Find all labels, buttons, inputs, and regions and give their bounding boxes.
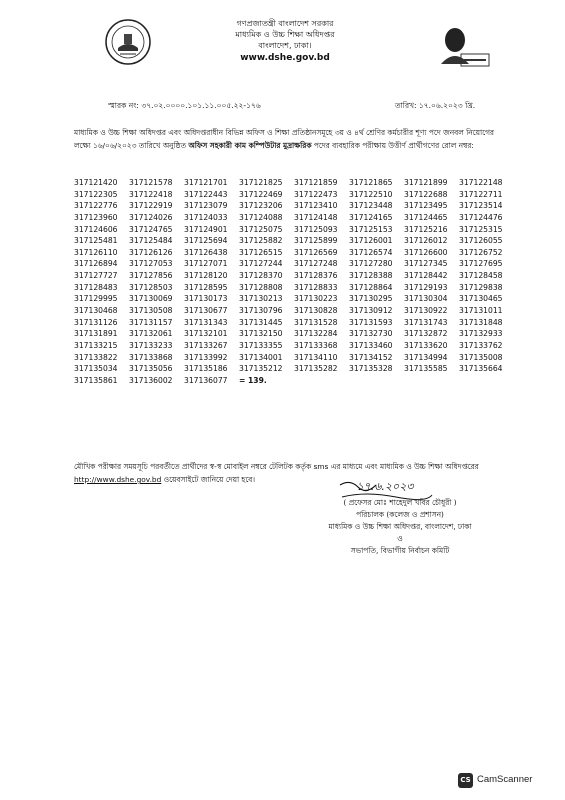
roll-row bbox=[74, 258, 514, 270]
header-gov-title: গণপ্রজাতন্ত্রী বাংলাদেশ সরকার bbox=[236, 19, 334, 28]
roll-number: 317131848 bbox=[459, 317, 503, 327]
roll-number: 317133868 bbox=[129, 352, 173, 362]
roll-number: 317126438 bbox=[184, 247, 228, 257]
roll-number: 317135861 bbox=[74, 375, 118, 385]
roll-number: 317127345 bbox=[404, 259, 448, 269]
camscanner-label: CamScanner bbox=[477, 774, 533, 785]
roll-number: 317132061 bbox=[129, 329, 173, 339]
signatory-name: ( প্রফেসর মোঃ শাহেদুল খবির চৌধুরী ) bbox=[343, 498, 457, 507]
roll-number: 317125315 bbox=[459, 224, 503, 234]
roll-number: 317123410 bbox=[294, 201, 338, 211]
memo-number: স্মারক নং: ৩৭.০২.০০০০.১০১.১১.০০৫.২২-১৭৬ bbox=[108, 101, 261, 110]
roll-number: 317128503 bbox=[129, 282, 173, 292]
roll-number: 317122688 bbox=[404, 189, 448, 199]
intro-text-1: মাধ্যমিক ও উচ্চ শিক্ষা অধিদপ্তর এবং অধিদপ্তরাধীন বিভিন্ন অফিস ও শিক্ষা প্রতিষ্ঠানসমূহে ৩য় ও ৪র্থ শ্রেণির কর্মচারীর শূণ্য পদে জনবল নিয়োগের লক্ষ্যে ১৬/০৬/২০২৩ তারিখে অনুষ্ঠিত bbox=[74, 128, 494, 150]
roll-number: 317133355 bbox=[239, 340, 283, 350]
roll-number: 317130912 bbox=[349, 306, 393, 316]
roll-number: 317122776 bbox=[74, 201, 118, 211]
roll-number: 317121420 bbox=[74, 178, 118, 187]
roll-number: 317131126 bbox=[74, 317, 118, 327]
roll-number: 317131445 bbox=[239, 317, 283, 327]
roll-number: 317123079 bbox=[184, 201, 228, 211]
roll-number: 317131528 bbox=[294, 317, 338, 327]
roll-number: 317131593 bbox=[349, 317, 393, 327]
roll-number: 317130468 bbox=[74, 306, 118, 316]
roll-number: 317122469 bbox=[239, 189, 283, 199]
roll-row bbox=[74, 282, 514, 294]
signatory-committee: সভাপতি, বিভাগীয় নির্বাচন কমিটি bbox=[350, 546, 450, 555]
roll-number: 317133233 bbox=[129, 340, 173, 350]
roll-number: 317135328 bbox=[349, 364, 393, 374]
roll-number: 317126001 bbox=[349, 236, 393, 246]
roll-number: 317126600 bbox=[404, 247, 448, 257]
roll-number: 317124088 bbox=[239, 212, 283, 222]
roll-row bbox=[74, 247, 514, 259]
roll-number: 317128388 bbox=[349, 271, 393, 281]
roll-number: 317127244 bbox=[239, 259, 283, 269]
roll-row bbox=[74, 224, 514, 236]
roll-number: 317126569 bbox=[294, 247, 338, 257]
roll-number: 317131011 bbox=[459, 306, 503, 316]
signatory-title: পরিচালক (কলেজ ও প্রশাসন) bbox=[356, 510, 444, 519]
roll-number: 317123206 bbox=[239, 201, 283, 211]
roll-number: 317133822 bbox=[74, 352, 118, 362]
roll-number: 317133992 bbox=[184, 352, 228, 362]
roll-row bbox=[74, 375, 514, 387]
roll-number: 317133215 bbox=[74, 340, 118, 350]
roll-number: 317122510 bbox=[349, 189, 393, 199]
header-department: মাধ্যমিক ও উচ্চ শিক্ষা অধিদপ্তর bbox=[235, 30, 335, 39]
roll-number: 317135282 bbox=[294, 364, 338, 374]
roll-number: 317126894 bbox=[74, 259, 118, 269]
roll-number: 317134001 bbox=[239, 352, 283, 362]
roll-number: 317128483 bbox=[74, 282, 118, 292]
roll-number: 317125899 bbox=[294, 236, 338, 246]
roll-number: 317127856 bbox=[129, 271, 173, 281]
roll-number: 317129838 bbox=[459, 282, 503, 292]
roll-number: 317125093 bbox=[294, 224, 338, 234]
roll-number: 317125481 bbox=[74, 236, 118, 246]
roll-number: 317122919 bbox=[129, 201, 173, 211]
roll-number: 317132101 bbox=[184, 329, 228, 339]
roll-number: 317122711 bbox=[459, 189, 503, 199]
roll-number: 317126126 bbox=[129, 247, 173, 257]
roll-number: 317121578 bbox=[129, 178, 173, 187]
roll-number-table bbox=[74, 177, 514, 387]
header-website: www.dshe.gov.bd bbox=[240, 53, 330, 63]
roll-number: 317133460 bbox=[349, 340, 393, 350]
roll-number: 317130213 bbox=[239, 294, 283, 304]
roll-number: 317123495 bbox=[404, 201, 448, 211]
signatory-and: ও bbox=[397, 534, 403, 543]
intro-text-2: পদের ব্যবহারিক পরীক্ষায় উত্তীর্ণ প্রার্থীগণের রোল নম্বর: bbox=[311, 141, 474, 150]
roll-number: 317136002 bbox=[129, 375, 173, 385]
roll-number: 317126574 bbox=[349, 247, 393, 257]
camscanner-icon: CS bbox=[458, 773, 473, 788]
signatory-organization: মাধ্যমিক ও উচ্চ শিক্ষা অধিদপ্তর, বাংলাদেশ, ঢাকা bbox=[328, 522, 472, 531]
mujib-centenary-logo bbox=[433, 20, 491, 76]
roll-number: 317128808 bbox=[239, 282, 283, 292]
roll-row bbox=[74, 235, 514, 247]
roll-row bbox=[74, 200, 514, 212]
roll-number: 317132730 bbox=[349, 329, 393, 339]
roll-number: 317128458 bbox=[459, 271, 503, 281]
roll-number: 317133267 bbox=[184, 340, 228, 350]
roll-row bbox=[74, 363, 514, 375]
roll-number: 317122418 bbox=[129, 189, 173, 199]
roll-number: 317135664 bbox=[459, 364, 503, 374]
roll-number: 317125484 bbox=[129, 236, 173, 246]
roll-number: 317124606 bbox=[74, 224, 118, 234]
roll-number: 317127727 bbox=[74, 271, 118, 281]
roll-number: 317131157 bbox=[129, 317, 173, 327]
roll-row bbox=[74, 177, 514, 189]
roll-number: 317130796 bbox=[239, 306, 283, 316]
dshe-seal-logo bbox=[104, 18, 152, 66]
roll-number: 317126110 bbox=[74, 247, 118, 257]
roll-number: 317130677 bbox=[184, 306, 228, 316]
roll-number: 317128376 bbox=[294, 271, 338, 281]
roll-number: 317122473 bbox=[294, 189, 338, 199]
roll-number: 317124033 bbox=[184, 212, 228, 222]
total-count: = 139. bbox=[239, 375, 267, 385]
roll-number: 317126055 bbox=[459, 236, 503, 246]
dshe-website-link[interactable]: http://www.dshe.gov.bd bbox=[74, 475, 162, 484]
roll-number: 317121865 bbox=[349, 178, 393, 187]
roll-number: 317123448 bbox=[349, 201, 393, 211]
roll-number: 317128864 bbox=[349, 282, 393, 292]
closing-text-1: মৌখিক পরীক্ষার সময়সূচি পরবর্তীতে প্রার্থীদের স্ব-স্ব মোবাইল নম্বরে টেলিটক কর্তৃক sms এর মাধ্যমে এবং মাধ্যমিক ও উচ্চ শিক্ষা অধিদপ্তরের bbox=[74, 462, 479, 471]
roll-number: 317134994 bbox=[404, 352, 448, 362]
roll-number: 317126012 bbox=[404, 236, 448, 246]
roll-number: 317126515 bbox=[239, 247, 283, 257]
roll-number: 317132150 bbox=[239, 329, 283, 339]
roll-number: 317132872 bbox=[404, 329, 448, 339]
roll-number: 317129193 bbox=[404, 282, 448, 292]
roll-number: 317124476 bbox=[459, 212, 503, 222]
roll-row bbox=[74, 352, 514, 364]
roll-number: 317125153 bbox=[349, 224, 393, 234]
closing-text-2: ওয়েবসাইটে জানিয়ে দেয়া হবে। bbox=[161, 475, 256, 484]
roll-number: 317128120 bbox=[184, 271, 228, 281]
roll-number: 317128833 bbox=[294, 282, 338, 292]
roll-number: 317128370 bbox=[239, 271, 283, 281]
roll-number: 317134110 bbox=[294, 352, 338, 362]
roll-number: 317124026 bbox=[129, 212, 173, 222]
roll-row bbox=[74, 328, 514, 340]
roll-number: 317134152 bbox=[349, 352, 393, 362]
roll-number: 317130922 bbox=[404, 306, 448, 316]
roll-number: 317121825 bbox=[239, 178, 283, 187]
roll-number: 317136077 bbox=[184, 375, 228, 385]
roll-number: 317135585 bbox=[404, 364, 448, 374]
roll-number: 317130304 bbox=[404, 294, 448, 304]
roll-number: 317125694 bbox=[184, 236, 228, 246]
roll-number: 317130828 bbox=[294, 306, 338, 316]
roll-number: 317127695 bbox=[459, 259, 503, 269]
roll-row bbox=[74, 293, 514, 305]
roll-number: 317127248 bbox=[294, 259, 338, 269]
roll-number: 317132284 bbox=[294, 329, 338, 339]
roll-number: 317121859 bbox=[294, 178, 338, 187]
roll-number: 317133620 bbox=[404, 340, 448, 350]
roll-number: 317135212 bbox=[239, 364, 283, 374]
roll-number: 317128442 bbox=[404, 271, 448, 281]
roll-number: 317125216 bbox=[404, 224, 448, 234]
roll-number: 317128595 bbox=[184, 282, 228, 292]
roll-row bbox=[74, 317, 514, 329]
roll-number: 317122443 bbox=[184, 189, 228, 199]
roll-number: 317131343 bbox=[184, 317, 228, 327]
roll-number: 317123960 bbox=[74, 212, 118, 222]
roll-number: 317131891 bbox=[74, 329, 118, 339]
roll-row bbox=[74, 189, 514, 201]
roll-number: 317135056 bbox=[129, 364, 173, 374]
roll-number: 317124465 bbox=[404, 212, 448, 222]
roll-number: 317123514 bbox=[459, 201, 503, 211]
roll-number: 317126752 bbox=[459, 247, 503, 257]
roll-number: 317125882 bbox=[239, 236, 283, 246]
roll-row bbox=[74, 212, 514, 224]
roll-number: 317130173 bbox=[184, 294, 228, 304]
roll-number: 317125075 bbox=[239, 224, 283, 234]
roll-row bbox=[74, 270, 514, 282]
roll-number: 317130295 bbox=[349, 294, 393, 304]
roll-number: 317124165 bbox=[349, 212, 393, 222]
roll-number: 317124148 bbox=[294, 212, 338, 222]
roll-number: 317122148 bbox=[459, 178, 503, 187]
roll-number: 317130465 bbox=[459, 294, 503, 304]
roll-number: 317130508 bbox=[129, 306, 173, 316]
roll-number: 317127053 bbox=[129, 259, 173, 269]
roll-row bbox=[74, 340, 514, 352]
roll-number: 317132933 bbox=[459, 329, 503, 339]
roll-number: 317135186 bbox=[184, 364, 228, 374]
roll-number: 317135008 bbox=[459, 352, 503, 362]
roll-number: 317127071 bbox=[184, 259, 228, 269]
roll-number: 317129995 bbox=[74, 294, 118, 304]
roll-number: 317133368 bbox=[294, 340, 338, 350]
roll-number: 317121701 bbox=[184, 178, 228, 187]
post-name: অফিস সহকারী কাম কম্পিউটার মুদ্রাক্ষরিক bbox=[188, 141, 312, 150]
roll-number: 317122305 bbox=[74, 189, 118, 199]
roll-number: 317127280 bbox=[349, 259, 393, 269]
roll-number: 317133762 bbox=[459, 340, 503, 350]
roll-number: 317131743 bbox=[404, 317, 448, 327]
issue-date: তারিখ: ১৭.০৬.২০২৩ খ্রি. bbox=[395, 101, 476, 110]
header-location: বাংলাদেশ, ঢাকা। bbox=[258, 41, 312, 50]
roll-number: 317130223 bbox=[294, 294, 338, 304]
roll-number: 317124901 bbox=[184, 224, 228, 234]
roll-row bbox=[74, 305, 514, 317]
signature-date: ১৭.৬.২০২৩ bbox=[356, 480, 414, 493]
roll-number: 317130069 bbox=[129, 294, 173, 304]
roll-number: 317124765 bbox=[129, 224, 173, 234]
intro-paragraph bbox=[74, 126, 494, 152]
roll-number: 317135034 bbox=[74, 364, 118, 374]
roll-number: 317121899 bbox=[404, 178, 448, 187]
